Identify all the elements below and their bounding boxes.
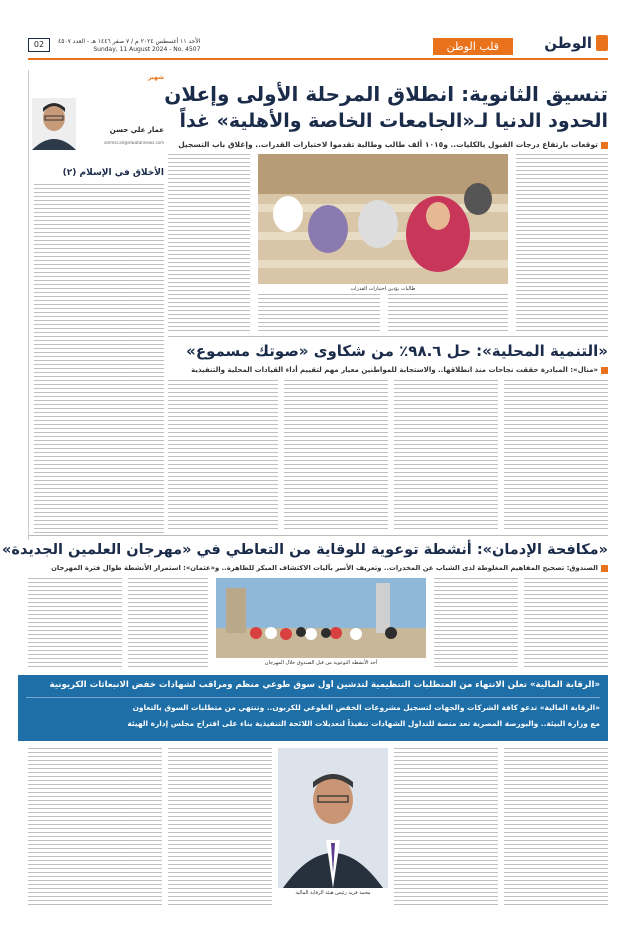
author-photo [32, 98, 76, 150]
main-photo [258, 154, 508, 284]
section-label: قلب الوطن [433, 38, 513, 55]
story4-body-4 [28, 748, 162, 908]
story4-photo-caption: محمد فريد رئيس هيئة الرقابة المالية [295, 890, 371, 896]
logo-text: الوطن [544, 34, 592, 52]
story3-headline: «مكافحة الإدمان»: أنشطة توعوية للوقاية من التعاطي في «مهرجان العلمين الجديدة» [2, 542, 608, 558]
masthead-logo [544, 34, 608, 52]
story3-body-3 [128, 578, 208, 670]
story2-body-4 [168, 380, 278, 530]
main-body-col-3 [258, 294, 380, 332]
main-photo-caption: طالبات يؤدين اختبارات القدرات [350, 286, 416, 292]
story4-body-2 [394, 748, 498, 908]
bullet-icon [601, 367, 608, 374]
story2-subhead: «منال»: المبادرة حققت نجاحات منذ انطلاقها.. والاستجابة للمواطنين معيار مهم لتقييم أداء القيادات المحلية والتنفيذية [191, 366, 608, 374]
page-header [28, 30, 608, 60]
story2-body-2 [394, 380, 498, 530]
newspaper-page [2, 30, 608, 920]
story4-photo [278, 748, 388, 888]
bullet-icon [601, 565, 608, 572]
story3-body-4 [28, 578, 122, 670]
column-label: شهير [147, 74, 164, 81]
bullet-icon [601, 142, 608, 149]
banner-divider [26, 697, 600, 698]
story3-body-2 [434, 578, 518, 670]
divider [28, 535, 608, 536]
date-english: Sunday, 11 August 2024 - No. 4507 [93, 46, 201, 53]
story2-headline: «التنمية المحلية»: حل ٩٨.٦٪ من شكاوى «صوتك مسموع» [186, 342, 608, 360]
logo-icon [596, 35, 608, 51]
story2-body-1 [504, 380, 608, 530]
divider [168, 336, 608, 337]
main-subhead: توقعات بارتفاع درجات القبول بالكليات.. و١٠١٥ ألف طالب وطالبة تقدموا لاختبارات القدرات.. وإغلاق باب التسجيل [178, 140, 608, 149]
story3-photo [216, 578, 426, 658]
column-body [34, 184, 164, 534]
story3-photo-caption: أحد الأنشطة التوعوية من قبل الصندوق خلال المهرجان [264, 660, 378, 666]
story2-body-3 [284, 380, 388, 530]
story3-subhead: الصندوق: تصحيح المفاهيم المغلوطة لدى الشباب عن المخدرات.. وتعريف الأسر بآليات الاكتشاف المبكر للظاهرة.. و«عثمان»: استمرار الأنشطة طوال فترة المهرجان [51, 564, 608, 572]
main-body-col-4 [168, 154, 250, 332]
main-headline-1: تنسيق الثانوية: انطلاق المرحلة الأولى وإعلان [164, 82, 608, 106]
main-body-col-2 [388, 294, 508, 332]
main-body-col-1 [516, 154, 608, 332]
story4-line-1: «الرقابة المالية» تدعو كافة الشركات والجهات لتسجيل مشروعات الخفض الطوعي للكربون.. وتنتهي من متطلبات السوق بالتعاون [132, 703, 600, 712]
column-title: الأخلاق في الإسلام (٢) [62, 168, 164, 178]
opinion-column [28, 70, 168, 540]
page-number: 02 [28, 38, 50, 52]
story4-headline: «الرقابة المالية» تعلن الانتهاء من المتطلبات التنظيمية لتدشين أول سوق طوعي منظم ومراقب لشهادات خفض الانبعاثات الكربونية [49, 680, 600, 690]
main-headline-2: الحدود الدنيا لـ«الجامعات الخاصة والأهلية» غداً [179, 110, 608, 132]
story3-body-1 [524, 578, 608, 670]
story4-banner [18, 675, 608, 741]
story4-line-2: مع وزارة البيئة.. والبورصة المصرية تعد منصة للتداول الشهادات تنفيذاً لتعديلات اللائحة التنفيذية بناء على اقتراح مجلس إدارة الهيئة [127, 719, 600, 728]
story4-body-3 [168, 748, 272, 908]
author-name: عمار علي حسن [109, 126, 164, 134]
author-email: ammar.ali@elwatannews.com [104, 140, 164, 145]
date-line [58, 38, 200, 54]
story4-body-1 [504, 748, 608, 908]
date-arabic: الأحد ١١ أغسطس ٢٠٢٤ م / ٧ صفر ١٤٤٦ هـ - العدد ٤٥٠٧ [58, 38, 201, 45]
